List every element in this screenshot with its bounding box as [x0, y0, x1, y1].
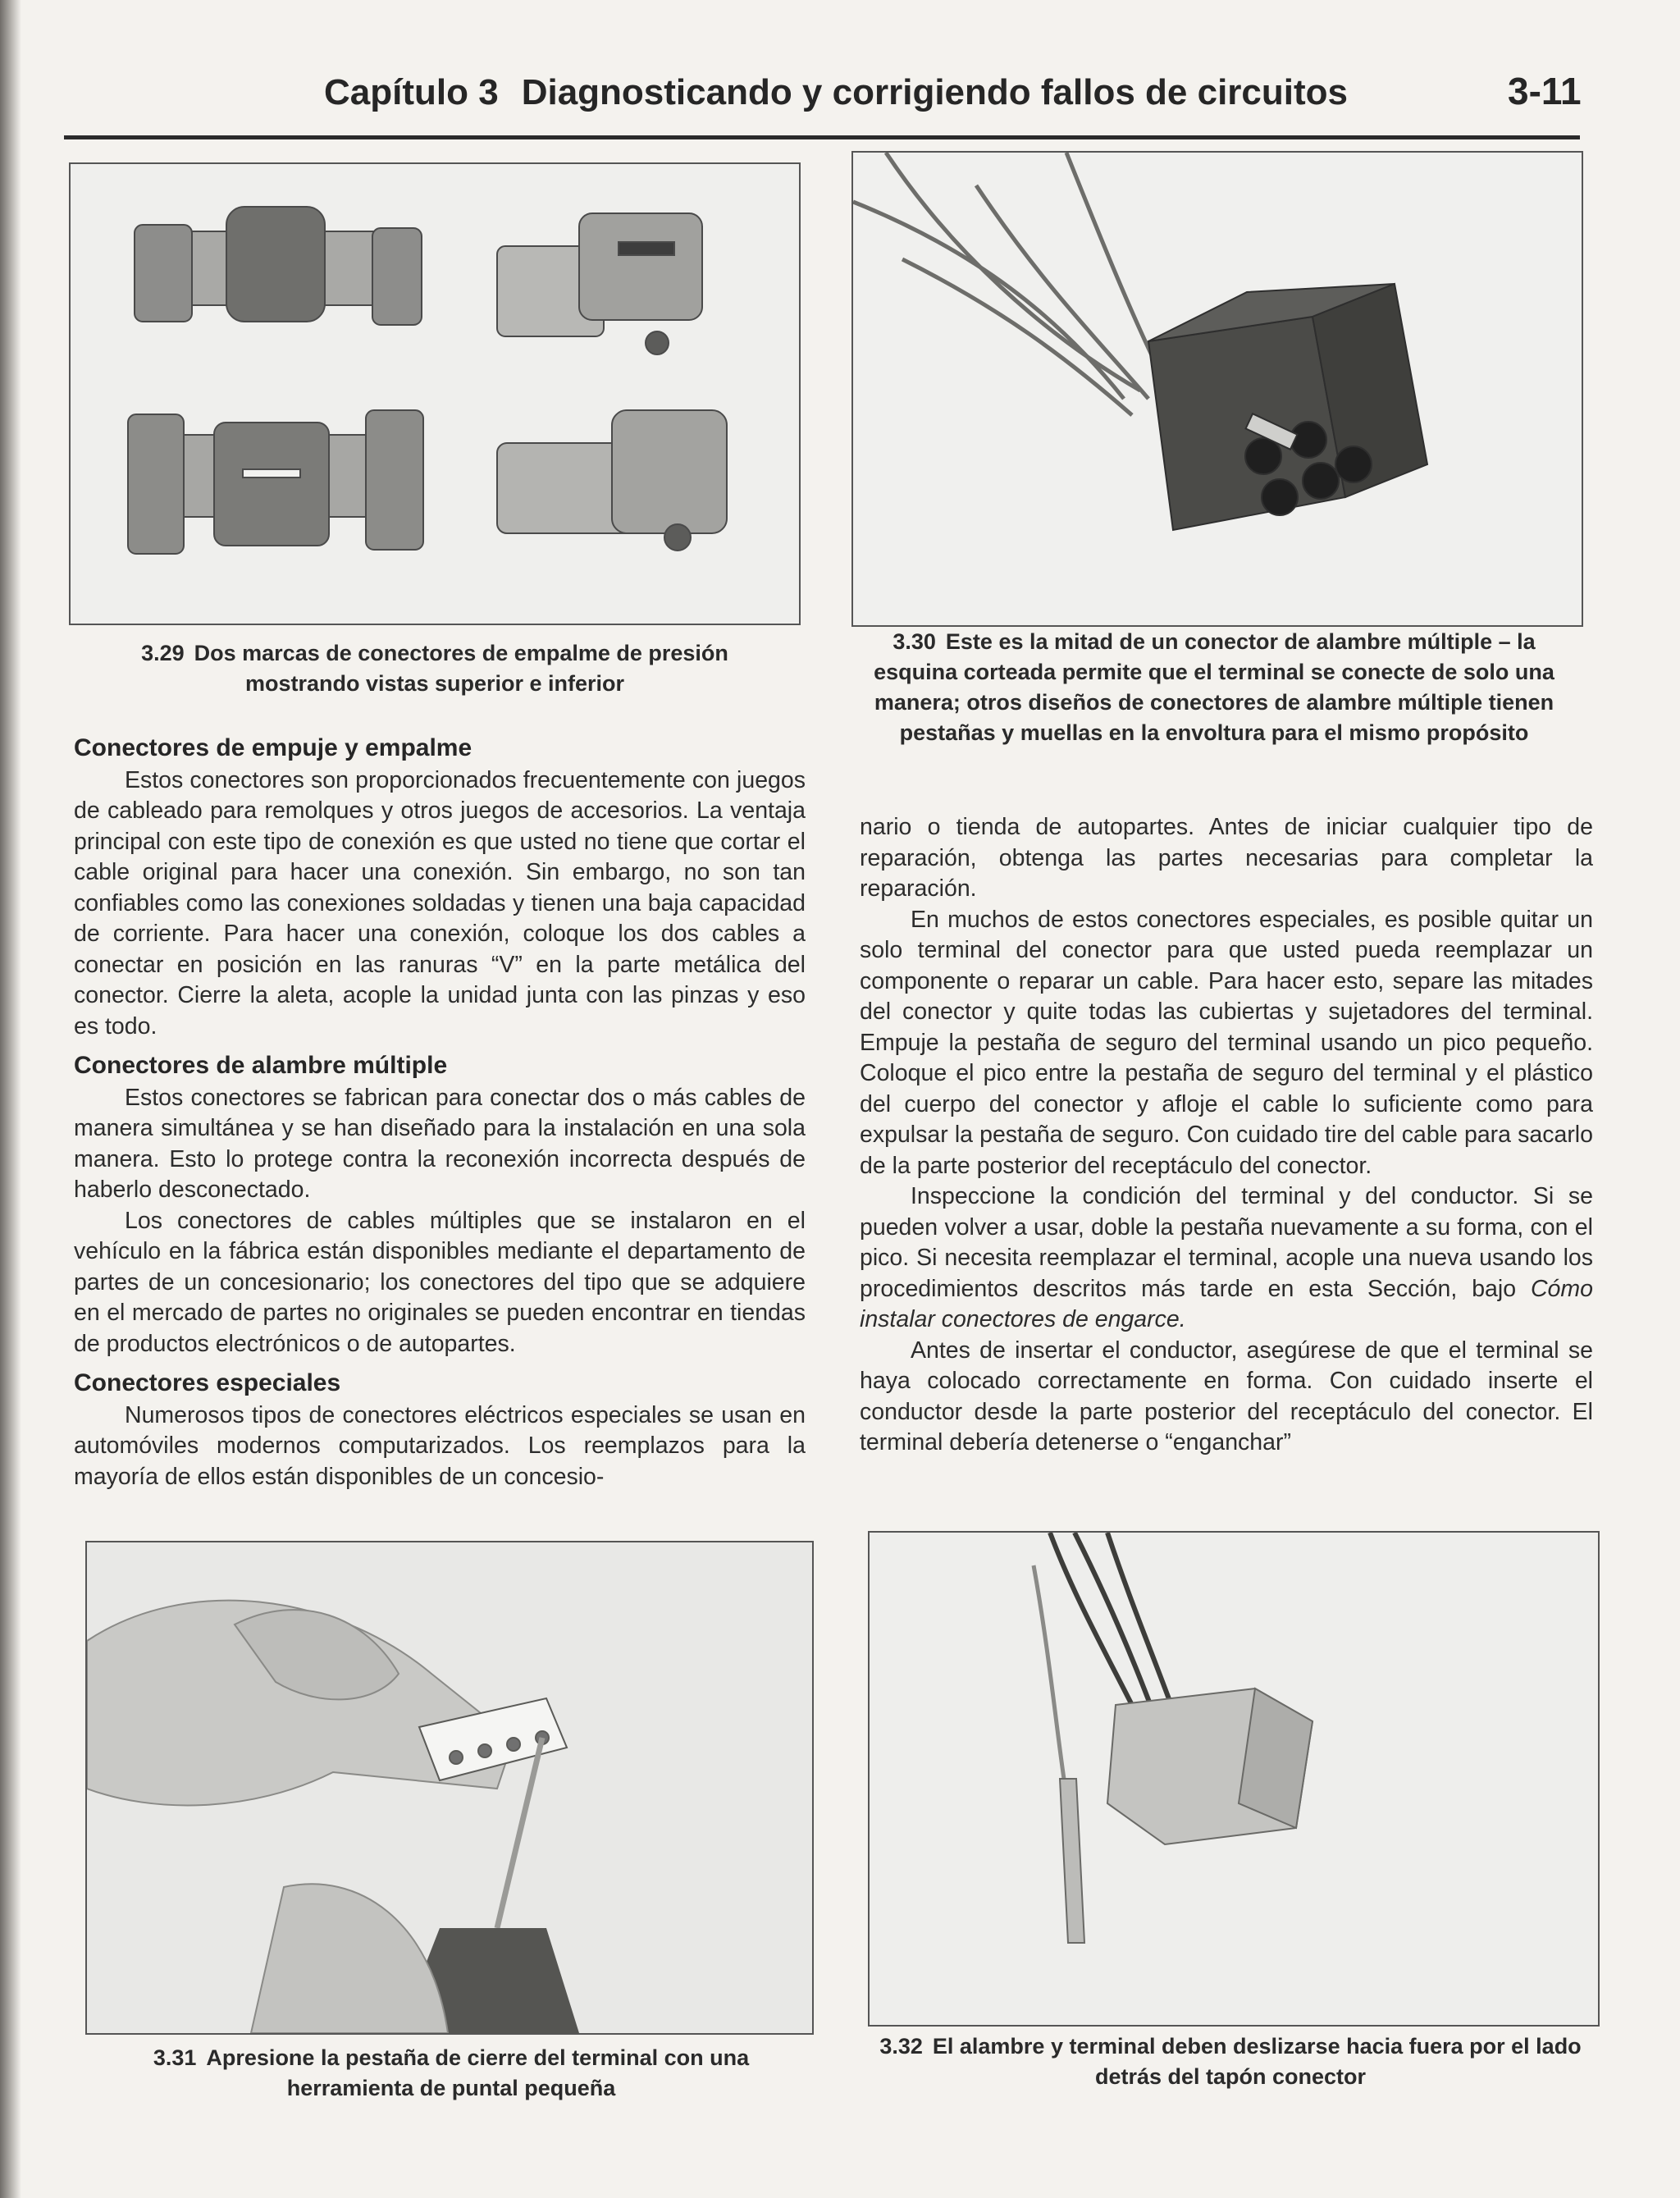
paragraph	[860, 1181, 1593, 1336]
figure-3-31-photo	[85, 1541, 814, 2035]
paragraph: Los conectores de cables múltiples que se instalaron en el vehículo en la fábrica están disponibles mediante el departamento de partes de un concesionario; los conectores del tipo que se adquiere en el mercado de partes no originales se pueden encontrar en tiendas de productos electrónicos o de autopartes.	[74, 1207, 806, 1357]
figure-3-29-photo	[69, 162, 801, 625]
page-header	[324, 72, 1348, 113]
paragraph: nario o tienda de autopartes. Antes de iniciar cualquier tipo de reparación, obtenga las partes necesarias para completar la reparación.	[860, 814, 1593, 902]
page-edge-shadow	[0, 0, 21, 2198]
caption-text: Este es la mitad de un conector de alambre múltiple – la esquina corteada permite que el terminal se conecte de solo una manera; otros diseños de conectores de alambre múltiple tienen pestañas y muellas en la envoltura para el mismo propósito	[874, 629, 1554, 745]
paragraph: Numerosos tipos de conectores eléctricos especiales se usan en automóviles modernos computarizados. Los reemplazos para la mayoría de ellos están disponibles de un concesio-	[74, 1401, 806, 1490]
figure-number: 3.29	[141, 641, 185, 665]
section-reference: Cómo instalar conectores de engarce.	[860, 1275, 1593, 1332]
caption-text: Apresione la pestaña de cierre del terminal con una herramienta de puntal pequeña	[206, 2045, 750, 2100]
figure-3-31-caption	[98, 2043, 804, 2104]
right-text-column	[860, 812, 1593, 1459]
figure-3-32-photo	[868, 1531, 1600, 2027]
paragraph: Antes de insertar el conductor, asegúrese de que el terminal se haya colocado correctamente en forma. Con cuidado inserte el conductor desde la parte posterior del receptáculo del conector. El terminal debería detenerse o “enganchar”	[860, 1337, 1593, 1455]
figure-number: 3.31	[153, 2045, 197, 2070]
figure-3-29-caption	[90, 638, 779, 699]
page-number: 3-11	[1508, 70, 1582, 112]
paragraph: En muchos de estos conectores especiales, es posible quitar un solo terminal del conector para que usted pueda reemplazar un componente o reparar un cable. Para hacer esto, separe las mitades del conector y quite todas las cubiertas y sujetadores del terminal. Empuje la pestaña de seguro del terminal usando un pico pequeño. Coloque el pico entre la pestaña de seguro del terminal y el plástico del cuerpo del conector y afloje el cable lo suficiente como para expulsar la pestaña de seguro. Con cuidado tire del cable para sacarlo de la parte posterior del receptáculo del conector.	[860, 906, 1593, 1179]
chapter-title: Diagnosticando y corrigiendo fallos de circuitos	[521, 72, 1348, 112]
figure-3-30-caption	[853, 627, 1575, 748]
caption-text: El alambre y terminal deben deslizarse hacia fuera por el lado detrás del tapón conector	[932, 2034, 1582, 2089]
header-rule	[64, 135, 1580, 139]
section-heading: Conectores especiales	[74, 1369, 341, 1396]
paragraph: Estos conectores son proporcionados frecuentemente con juegos de cableado para remolques y otros juegos de accesorios. La ventaja principal con este tipo de conexión es que usted no tiene que cortar el cable original para hacer una conexión. Sin embargo, no son tan confiables como las conexiones soldadas y tienen una baja capacidad de corriente. Para hacer una conexión, coloque los dos cables a conectar en posición en las ranuras “V” en la parte metálica del conector. Cierre la aleta, acople la unidad junta con las pinzas y eso es todo.	[74, 766, 806, 1040]
left-text-column	[74, 733, 806, 1492]
figure-3-32-caption	[870, 2031, 1591, 2092]
figure-number: 3.32	[879, 2034, 923, 2059]
section-heading: Conectores de alambre múltiple	[74, 1052, 448, 1079]
section-heading: Conectores de empuje y empalme	[74, 734, 472, 761]
chapter-label: Capítulo 3	[324, 72, 499, 112]
paragraph-text: Inspeccione la condición del terminal y del conductor. Si se pueden volver a usar, doble la pestaña nuevamente a su forma, con el pico. Si necesita reemplazar el terminal, acople una nueva usando los procedimientos descritos más tarde en esta Sección, bajo	[860, 1183, 1593, 1302]
figure-3-30-photo	[851, 151, 1583, 627]
caption-text: Dos marcas de conectores de empalme de presión mostrando vistas superior e inferior	[194, 641, 728, 696]
paragraph: Estos conectores se fabrican para conectar dos o más cables de manera simultánea y se han diseñado para la instalación en una sola manera. Esto lo protege contra la reconexión incorrecta después de haberlo desconectado.	[74, 1084, 806, 1203]
figure-number: 3.30	[892, 629, 936, 654]
